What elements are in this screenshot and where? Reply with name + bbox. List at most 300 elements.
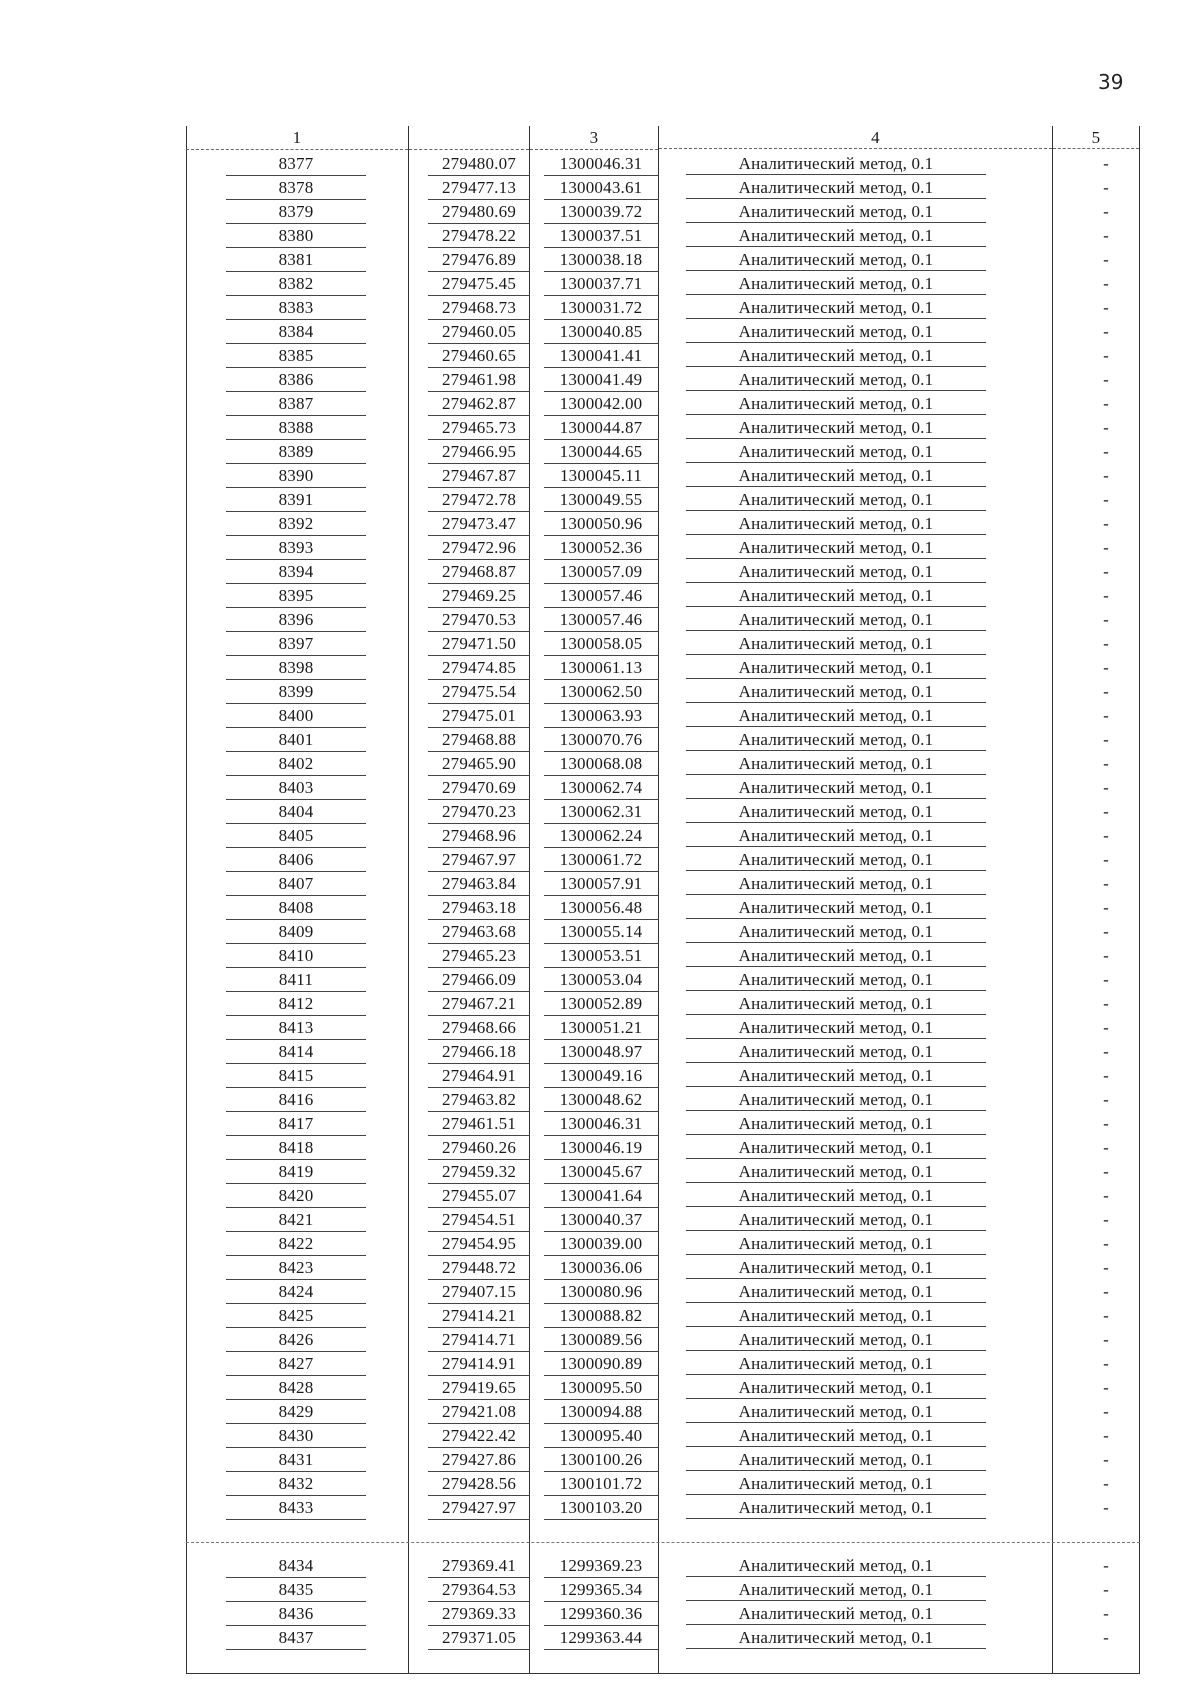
y-coordinate-cell: 1300045.11 — [544, 464, 658, 488]
table-row — [186, 728, 1140, 752]
method-cell: Аналитический метод, 0.1 — [686, 680, 986, 703]
dash-cell: - — [1103, 418, 1109, 437]
point-number-cell: 8400 — [226, 704, 366, 728]
point-number-cell: 8399 — [226, 680, 366, 704]
dash-cell: - — [1103, 178, 1109, 197]
x-coordinate-cell: 279477.13 — [428, 176, 530, 200]
table-row — [186, 416, 1140, 440]
y-coordinate-cell: 1299363.44 — [544, 1626, 658, 1650]
point-number-cell: 8389 — [226, 440, 366, 464]
table-row — [186, 1136, 1140, 1160]
point-number-cell: 8393 — [226, 536, 366, 560]
point-number-cell: 8418 — [226, 1136, 366, 1160]
x-coordinate-cell: 279470.69 — [428, 776, 530, 800]
method-cell: Аналитический метод, 0.1 — [686, 608, 986, 631]
table-row — [186, 488, 1140, 512]
point-number-cell: 8396 — [226, 608, 366, 632]
dash-cell: - — [1103, 994, 1109, 1013]
method-cell: Аналитический метод, 0.1 — [686, 1136, 986, 1159]
x-coordinate-cell: 279475.01 — [428, 704, 530, 728]
x-coordinate-cell: 279448.72 — [428, 1256, 530, 1280]
x-coordinate-cell: 279474.85 — [428, 656, 530, 680]
y-coordinate-cell: 1300049.55 — [544, 488, 658, 512]
dash-cell: - — [1103, 1580, 1109, 1599]
method-cell: Аналитический метод, 0.1 — [686, 632, 986, 655]
x-coordinate-cell: 279472.78 — [428, 488, 530, 512]
method-cell: Аналитический метод, 0.1 — [686, 896, 986, 919]
x-coordinate-cell: 279407.15 — [428, 1280, 530, 1304]
table-row — [186, 344, 1140, 368]
y-coordinate-cell: 1300041.41 — [544, 344, 658, 368]
dash-cell: - — [1103, 1258, 1109, 1277]
dash-cell: - — [1103, 1330, 1109, 1349]
dash-cell: - — [1103, 1066, 1109, 1085]
method-cell: Аналитический метод, 0.1 — [686, 152, 986, 175]
table-row — [186, 920, 1140, 944]
method-cell: Аналитический метод, 0.1 — [686, 848, 986, 871]
dash-cell: - — [1103, 442, 1109, 461]
point-number-cell: 8405 — [226, 824, 366, 848]
x-coordinate-cell: 279421.08 — [428, 1400, 530, 1424]
y-coordinate-cell: 1300089.56 — [544, 1328, 658, 1352]
table-row — [186, 1280, 1140, 1304]
x-coordinate-cell: 279465.73 — [428, 416, 530, 440]
dash-cell: - — [1103, 706, 1109, 725]
dash-cell: - — [1103, 1450, 1109, 1469]
x-coordinate-cell: 279468.73 — [428, 296, 530, 320]
point-number-cell: 8408 — [226, 896, 366, 920]
x-coordinate-cell: 279480.07 — [428, 152, 530, 176]
point-number-cell: 8401 — [226, 728, 366, 752]
method-cell: Аналитический метод, 0.1 — [686, 272, 986, 295]
dash-cell: - — [1103, 1604, 1109, 1623]
dash-cell: - — [1103, 1114, 1109, 1133]
dash-cell: - — [1103, 970, 1109, 989]
x-coordinate-cell: 279460.05 — [428, 320, 530, 344]
dash-cell: - — [1103, 1018, 1109, 1037]
method-cell: Аналитический метод, 0.1 — [686, 440, 986, 463]
dash-cell: - — [1103, 1498, 1109, 1517]
y-coordinate-cell: 1299369.23 — [544, 1554, 658, 1578]
y-coordinate-cell: 1300095.50 — [544, 1376, 658, 1400]
table-row — [186, 800, 1140, 824]
table-row — [186, 1376, 1140, 1400]
dash-cell: - — [1103, 1426, 1109, 1445]
x-coordinate-cell: 279471.50 — [428, 632, 530, 656]
point-number-cell: 8435 — [226, 1578, 366, 1602]
method-cell: Аналитический метод, 0.1 — [686, 536, 986, 559]
dash-cell: - — [1103, 730, 1109, 749]
table-row — [186, 1256, 1140, 1280]
y-coordinate-cell: 1300068.08 — [544, 752, 658, 776]
table-row — [186, 752, 1140, 776]
dash-cell: - — [1103, 274, 1109, 293]
y-coordinate-cell: 1300057.91 — [544, 872, 658, 896]
table-row — [186, 272, 1140, 296]
x-coordinate-cell: 279369.33 — [428, 1602, 530, 1626]
table-row — [186, 512, 1140, 536]
method-cell: Аналитический метод, 0.1 — [686, 800, 986, 823]
x-coordinate-cell: 279463.84 — [428, 872, 530, 896]
y-coordinate-cell: 1300046.31 — [544, 1112, 658, 1136]
point-number-cell: 8415 — [226, 1064, 366, 1088]
table-row — [186, 440, 1140, 464]
y-coordinate-cell: 1300041.64 — [544, 1184, 658, 1208]
y-coordinate-cell: 1300041.49 — [544, 368, 658, 392]
table-row — [186, 1352, 1140, 1376]
x-coordinate-cell: 279466.18 — [428, 1040, 530, 1064]
point-number-cell: 8420 — [226, 1184, 366, 1208]
table-row — [186, 224, 1140, 248]
method-cell: Аналитический метод, 0.1 — [686, 488, 986, 511]
method-cell: Аналитический метод, 0.1 — [686, 1280, 986, 1303]
point-number-cell: 8392 — [226, 512, 366, 536]
method-cell: Аналитический метод, 0.1 — [686, 1184, 986, 1207]
table-row — [186, 1602, 1140, 1626]
table-row — [186, 392, 1140, 416]
method-cell: Аналитический метод, 0.1 — [686, 656, 986, 679]
table-row — [186, 1208, 1140, 1232]
method-cell: Аналитический метод, 0.1 — [686, 752, 986, 775]
point-number-cell: 8417 — [226, 1112, 366, 1136]
table-row — [186, 560, 1140, 584]
x-coordinate-cell: 279419.65 — [428, 1376, 530, 1400]
table-row — [186, 824, 1140, 848]
point-number-cell: 8419 — [226, 1160, 366, 1184]
y-coordinate-cell: 1300039.00 — [544, 1232, 658, 1256]
x-coordinate-cell: 279364.53 — [428, 1578, 530, 1602]
x-coordinate-cell: 279468.88 — [428, 728, 530, 752]
table-row — [186, 296, 1140, 320]
point-number-cell: 8385 — [226, 344, 366, 368]
y-coordinate-cell: 1300051.21 — [544, 1016, 658, 1040]
x-coordinate-cell: 279371.05 — [428, 1626, 530, 1650]
x-coordinate-cell: 279465.23 — [428, 944, 530, 968]
y-coordinate-cell: 1300044.87 — [544, 416, 658, 440]
y-coordinate-cell: 1300045.67 — [544, 1160, 658, 1184]
x-coordinate-cell: 279414.91 — [428, 1352, 530, 1376]
y-coordinate-cell: 1300080.96 — [544, 1280, 658, 1304]
point-number-cell: 8431 — [226, 1448, 366, 1472]
point-number-cell: 8390 — [226, 464, 366, 488]
x-coordinate-cell: 279427.97 — [428, 1496, 530, 1520]
y-coordinate-cell: 1300056.48 — [544, 896, 658, 920]
y-coordinate-cell: 1300052.89 — [544, 992, 658, 1016]
y-coordinate-cell: 1300062.24 — [544, 824, 658, 848]
y-coordinate-cell: 1299365.34 — [544, 1578, 658, 1602]
y-coordinate-cell: 1300037.71 — [544, 272, 658, 296]
table-row — [186, 1304, 1140, 1328]
point-number-cell: 8404 — [226, 800, 366, 824]
table-row — [186, 1578, 1140, 1602]
dash-cell: - — [1103, 202, 1109, 221]
y-coordinate-cell: 1300037.51 — [544, 224, 658, 248]
method-cell: Аналитический метод, 0.1 — [686, 1602, 986, 1625]
table-row — [186, 1424, 1140, 1448]
x-coordinate-cell: 279466.09 — [428, 968, 530, 992]
y-coordinate-cell: 1300036.06 — [544, 1256, 658, 1280]
dash-cell: - — [1103, 1210, 1109, 1229]
x-coordinate-cell: 279475.45 — [428, 272, 530, 296]
x-coordinate-cell: 279414.21 — [428, 1304, 530, 1328]
y-coordinate-cell: 1300052.36 — [544, 536, 658, 560]
y-coordinate-cell: 1300039.72 — [544, 200, 658, 224]
y-coordinate-cell: 1300050.96 — [544, 512, 658, 536]
method-cell: Аналитический метод, 0.1 — [686, 1376, 986, 1399]
point-number-cell: 8428 — [226, 1376, 366, 1400]
y-coordinate-cell: 1300100.26 — [544, 1448, 658, 1472]
x-coordinate-cell: 279468.96 — [428, 824, 530, 848]
point-number-cell: 8403 — [226, 776, 366, 800]
y-coordinate-cell: 1300053.04 — [544, 968, 658, 992]
point-number-cell: 8437 — [226, 1626, 366, 1650]
header-col-1: 1 — [186, 126, 408, 150]
dash-cell: - — [1103, 322, 1109, 341]
method-cell: Аналитический метод, 0.1 — [686, 968, 986, 991]
method-cell: Аналитический метод, 0.1 — [686, 824, 986, 847]
dash-cell: - — [1103, 946, 1109, 965]
dash-cell: - — [1103, 850, 1109, 869]
dash-cell: - — [1103, 1186, 1109, 1205]
y-coordinate-cell: 1300048.97 — [544, 1040, 658, 1064]
dash-cell: - — [1103, 1138, 1109, 1157]
table-row — [186, 1400, 1140, 1424]
method-cell: Аналитический метод, 0.1 — [686, 1496, 986, 1519]
table-row — [186, 176, 1140, 200]
dash-cell: - — [1103, 1628, 1109, 1647]
method-cell: Аналитический метод, 0.1 — [686, 1554, 986, 1577]
method-cell: Аналитический метод, 0.1 — [686, 1424, 986, 1447]
y-coordinate-cell: 1300049.16 — [544, 1064, 658, 1088]
point-number-cell: 8380 — [226, 224, 366, 248]
table-row — [186, 1496, 1140, 1520]
table-row — [186, 992, 1140, 1016]
method-cell: Аналитический метод, 0.1 — [686, 320, 986, 343]
x-coordinate-cell: 279369.41 — [428, 1554, 530, 1578]
point-number-cell: 8414 — [226, 1040, 366, 1064]
point-number-cell: 8407 — [226, 872, 366, 896]
y-coordinate-cell: 1300058.05 — [544, 632, 658, 656]
table-row — [186, 944, 1140, 968]
dash-cell: - — [1103, 1474, 1109, 1493]
x-coordinate-cell: 279460.26 — [428, 1136, 530, 1160]
x-coordinate-cell: 279466.95 — [428, 440, 530, 464]
x-coordinate-cell: 279473.47 — [428, 512, 530, 536]
table-row — [186, 968, 1140, 992]
dash-cell: - — [1103, 826, 1109, 845]
y-coordinate-cell: 1300057.09 — [544, 560, 658, 584]
x-coordinate-cell: 279463.18 — [428, 896, 530, 920]
x-coordinate-cell: 279455.07 — [428, 1184, 530, 1208]
method-cell: Аналитический метод, 0.1 — [686, 1626, 986, 1649]
method-cell: Аналитический метод, 0.1 — [686, 464, 986, 487]
dash-cell: - — [1103, 1282, 1109, 1301]
dash-cell: - — [1103, 682, 1109, 701]
y-coordinate-cell: 1300094.88 — [544, 1400, 658, 1424]
method-cell: Аналитический метод, 0.1 — [686, 1328, 986, 1351]
y-coordinate-cell: 1300061.13 — [544, 656, 658, 680]
method-cell: Аналитический метод, 0.1 — [686, 872, 986, 895]
y-coordinate-cell: 1300057.46 — [544, 608, 658, 632]
table-row — [186, 872, 1140, 896]
y-coordinate-cell: 1300103.20 — [544, 1496, 658, 1520]
point-number-cell: 8382 — [226, 272, 366, 296]
method-cell: Аналитический метод, 0.1 — [686, 1400, 986, 1423]
table-row — [186, 152, 1140, 176]
table-bottom-border — [186, 1673, 1140, 1674]
x-coordinate-cell: 279476.89 — [428, 248, 530, 272]
dash-cell: - — [1103, 1090, 1109, 1109]
dash-cell: - — [1103, 610, 1109, 629]
dash-cell: - — [1103, 922, 1109, 941]
y-coordinate-cell: 1300095.40 — [544, 1424, 658, 1448]
dash-cell: - — [1103, 562, 1109, 581]
point-number-cell: 8394 — [226, 560, 366, 584]
method-cell: Аналитический метод, 0.1 — [686, 1448, 986, 1471]
method-cell: Аналитический метод, 0.1 — [686, 704, 986, 727]
table-row — [186, 368, 1140, 392]
y-coordinate-cell: 1300101.72 — [544, 1472, 658, 1496]
point-number-cell: 8406 — [226, 848, 366, 872]
point-number-cell: 8383 — [226, 296, 366, 320]
dash-cell: - — [1103, 226, 1109, 245]
x-coordinate-cell: 279454.51 — [428, 1208, 530, 1232]
page-number: 39 — [1098, 70, 1124, 94]
dash-cell: - — [1103, 1042, 1109, 1061]
point-number-cell: 8425 — [226, 1304, 366, 1328]
method-cell: Аналитический метод, 0.1 — [686, 416, 986, 439]
x-coordinate-cell: 279428.56 — [428, 1472, 530, 1496]
y-coordinate-cell: 1300057.46 — [544, 584, 658, 608]
method-cell: Аналитический метод, 0.1 — [686, 1256, 986, 1279]
x-coordinate-cell: 279465.90 — [428, 752, 530, 776]
y-coordinate-cell: 1300040.85 — [544, 320, 658, 344]
method-cell: Аналитический метод, 0.1 — [686, 1064, 986, 1087]
method-cell: Аналитический метод, 0.1 — [686, 1232, 986, 1255]
table-row — [186, 200, 1140, 224]
dash-cell: - — [1103, 394, 1109, 413]
y-coordinate-cell: 1300088.82 — [544, 1304, 658, 1328]
x-coordinate-cell: 279480.69 — [428, 200, 530, 224]
point-number-cell: 8402 — [226, 752, 366, 776]
point-number-cell: 8423 — [226, 1256, 366, 1280]
table-row — [186, 1160, 1140, 1184]
x-coordinate-cell: 279475.54 — [428, 680, 530, 704]
method-cell: Аналитический метод, 0.1 — [686, 1208, 986, 1231]
table-row — [186, 1554, 1140, 1578]
x-coordinate-cell: 279463.82 — [428, 1088, 530, 1112]
point-number-cell: 8436 — [226, 1602, 366, 1626]
y-coordinate-cell: 1300061.72 — [544, 848, 658, 872]
point-number-cell: 8410 — [226, 944, 366, 968]
point-number-cell: 8409 — [226, 920, 366, 944]
point-number-cell: 8434 — [226, 1554, 366, 1578]
y-coordinate-cell: 1300062.31 — [544, 800, 658, 824]
x-coordinate-cell: 279454.95 — [428, 1232, 530, 1256]
table-header-row — [186, 126, 1140, 150]
table-row — [186, 680, 1140, 704]
y-coordinate-cell: 1300048.62 — [544, 1088, 658, 1112]
method-cell: Аналитический метод, 0.1 — [686, 920, 986, 943]
y-coordinate-cell: 1300040.37 — [544, 1208, 658, 1232]
x-coordinate-cell: 279463.68 — [428, 920, 530, 944]
table-row — [186, 896, 1140, 920]
x-coordinate-cell: 279478.22 — [428, 224, 530, 248]
x-coordinate-cell: 279469.25 — [428, 584, 530, 608]
table-row — [186, 1626, 1140, 1650]
dash-cell: - — [1103, 538, 1109, 557]
y-coordinate-cell: 1300046.19 — [544, 1136, 658, 1160]
x-coordinate-cell: 279470.23 — [428, 800, 530, 824]
method-cell: Аналитический метод, 0.1 — [686, 344, 986, 367]
dash-cell: - — [1103, 250, 1109, 269]
y-coordinate-cell: 1300063.93 — [544, 704, 658, 728]
method-cell: Аналитический метод, 0.1 — [686, 1352, 986, 1375]
dash-cell: - — [1103, 1306, 1109, 1325]
coordinates-table — [186, 126, 1140, 1674]
method-cell: Аналитический метод, 0.1 — [686, 1304, 986, 1327]
point-number-cell: 8388 — [226, 416, 366, 440]
method-cell: Аналитический метод, 0.1 — [686, 1016, 986, 1039]
method-cell: Аналитический метод, 0.1 — [686, 200, 986, 223]
dash-cell: - — [1103, 1402, 1109, 1421]
method-cell: Аналитический метод, 0.1 — [686, 1160, 986, 1183]
y-coordinate-cell: 1300070.76 — [544, 728, 658, 752]
point-number-cell: 8397 — [226, 632, 366, 656]
point-number-cell: 8432 — [226, 1472, 366, 1496]
dash-cell: - — [1103, 490, 1109, 509]
dash-cell: - — [1103, 1162, 1109, 1181]
dash-cell: - — [1103, 1556, 1109, 1575]
dash-cell: - — [1103, 298, 1109, 317]
point-number-cell: 8424 — [226, 1280, 366, 1304]
table-row — [186, 1448, 1140, 1472]
dash-cell: - — [1103, 370, 1109, 389]
point-number-cell: 8412 — [226, 992, 366, 1016]
method-cell: Аналитический метод, 0.1 — [686, 248, 986, 271]
method-cell: Аналитический метод, 0.1 — [686, 776, 986, 799]
y-coordinate-cell: 1300038.18 — [544, 248, 658, 272]
x-coordinate-cell: 279472.96 — [428, 536, 530, 560]
method-cell: Аналитический метод, 0.1 — [686, 560, 986, 583]
dash-cell: - — [1103, 802, 1109, 821]
x-coordinate-cell: 279467.21 — [428, 992, 530, 1016]
table-row — [186, 608, 1140, 632]
table-row — [186, 536, 1140, 560]
y-coordinate-cell: 1300090.89 — [544, 1352, 658, 1376]
x-coordinate-cell: 279461.51 — [428, 1112, 530, 1136]
point-number-cell: 8384 — [226, 320, 366, 344]
table-row — [186, 248, 1140, 272]
table-row — [186, 1184, 1140, 1208]
table-row — [186, 584, 1140, 608]
x-coordinate-cell: 279461.98 — [428, 368, 530, 392]
x-coordinate-cell: 279462.87 — [428, 392, 530, 416]
table-row — [186, 656, 1140, 680]
x-coordinate-cell: 279414.71 — [428, 1328, 530, 1352]
point-number-cell: 8381 — [226, 248, 366, 272]
y-coordinate-cell: 1300043.61 — [544, 176, 658, 200]
x-coordinate-cell: 279422.42 — [428, 1424, 530, 1448]
method-cell: Аналитический метод, 0.1 — [686, 368, 986, 391]
point-number-cell: 8378 — [226, 176, 366, 200]
x-coordinate-cell: 279459.32 — [428, 1160, 530, 1184]
x-coordinate-cell: 279468.87 — [428, 560, 530, 584]
method-cell: Аналитический метод, 0.1 — [686, 944, 986, 967]
dash-cell: - — [1103, 1354, 1109, 1373]
table-row — [186, 704, 1140, 728]
dash-cell: - — [1103, 346, 1109, 365]
